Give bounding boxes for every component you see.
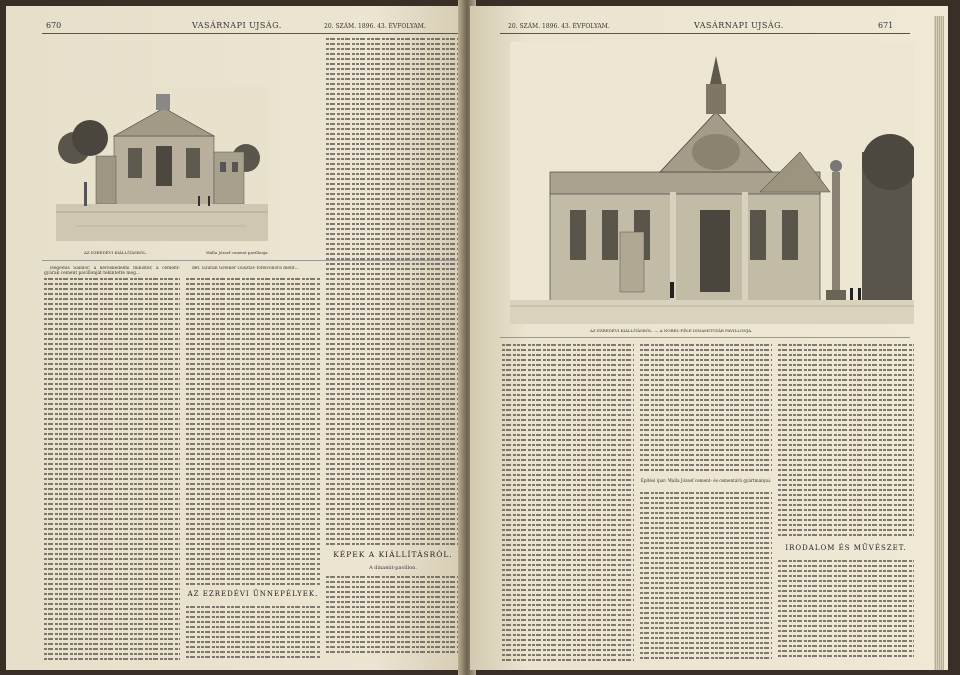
left-issue-line: 20. SZÁM. 1896. 43. ÉVFOLYAM.: [324, 23, 426, 30]
right-caption-rule: [500, 337, 910, 338]
right-page-number: 671: [878, 21, 894, 30]
right-column-1: [502, 344, 634, 662]
right-page: [470, 6, 948, 670]
left-caption-left: AZ EZREDÉVI KIÁLLÍTÁSBÓL.: [84, 250, 148, 255]
col1-body-text: [44, 278, 180, 662]
col2-body-text: [186, 278, 320, 586]
cement-pavilion-illustration: [56, 86, 268, 241]
left-page-number: 670: [46, 21, 62, 30]
heading-irodalom-es-muveszet: IRODALOM ÉS MŰVÉSZET.: [785, 544, 907, 552]
right-column-3: [778, 344, 914, 662]
left-running-title: VASÁRNAPI UJSÁG.: [192, 21, 282, 30]
col1-intro: Hegedűs Sándor, a kereskedelmi minister, a cement-gyárak cement pavillonját tekintette meg...: [44, 266, 180, 277]
rcol1-body-text: [502, 344, 634, 662]
rcol2-upper-text: [640, 344, 772, 474]
right-running-title: VASÁRNAPI UJSÁG.: [694, 21, 784, 30]
left-header-rule: [42, 33, 462, 34]
right-illustration-caption: AZ EZREDÉVI KIÁLLÍTÁSBÓL. — A NOBEL-FÉLE DINAMITGYÁR PAVILLONJA.: [590, 328, 753, 333]
col2-lower-text: [186, 606, 320, 662]
page-edges: [934, 16, 944, 670]
left-column-2: [186, 266, 320, 662]
left-column-1: [44, 266, 180, 662]
rcol3-upper-text: [778, 344, 914, 540]
nobel-dynamite-pavilion-illustration: [510, 42, 914, 324]
heading-kepek-a-kiallitasrol: KÉPEK A KIÁLLÍTÁSRÓL.: [333, 550, 453, 559]
col2-intro: dét. Ezután Greiner Gusztáv főfelvonóra ment...: [192, 266, 299, 271]
right-issue-line: 20. SZÁM. 1896. 43. ÉVFOLYAM.: [508, 23, 610, 30]
heading-ezredevi-unnepelyek: AZ EZREDÉVI ÜNNEPÉLYEK.: [187, 590, 319, 598]
rcol3-lower-text: [778, 560, 914, 660]
right-header-rule: [500, 33, 910, 34]
subhead-dinamit-pavillon: A dinamit-pavillon.: [369, 565, 417, 571]
col3-lower-text: [326, 576, 460, 660]
right-column-2: [640, 344, 772, 662]
col3-body-text: [326, 38, 460, 550]
subhead-walla-cement: Építési ipar: Walla József cement- és cementárú gyártmányai.: [640, 478, 772, 483]
rcol2-lower-text: [640, 492, 772, 662]
left-caption-right: Walla József cement pavillonja.: [206, 250, 269, 255]
left-page: [6, 6, 464, 670]
left-column-3: [326, 38, 460, 662]
